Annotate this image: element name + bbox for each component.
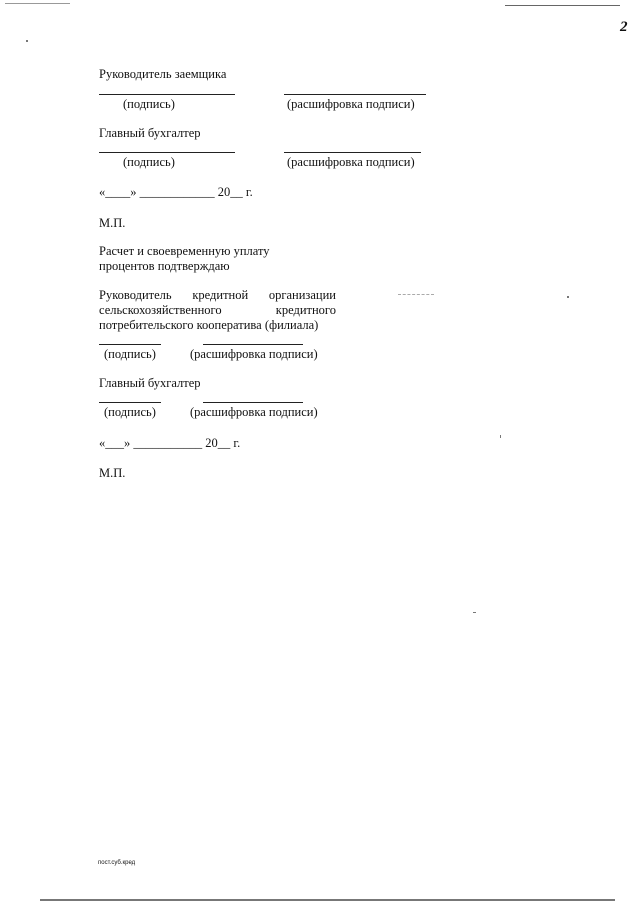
org-decode-caption: (расшифровка подписи) (190, 347, 318, 361)
borrower-date-line: «____» ____________ 20__ г. (99, 185, 253, 199)
footer-file-note: пост.суб.кред (98, 860, 136, 866)
borrower-head-label: Руководитель заемщика (99, 67, 227, 81)
scan-artifact-top-right (505, 5, 620, 6)
borrower-accountant-signature-caption: (подпись) (123, 155, 175, 169)
borrower-signature-caption: (подпись) (123, 97, 175, 111)
borrower-accountant-decode-line (284, 152, 421, 153)
scan-artifact-bottom (40, 899, 615, 901)
borrower-stamp-mark: М.П. (99, 216, 126, 230)
scan-artifact-top-left (5, 3, 70, 4)
borrower-decode-caption: (расшифровка подписи) (287, 97, 415, 111)
scan-speck (567, 296, 569, 298)
org-decode-line (203, 344, 303, 345)
scan-speck (473, 612, 476, 613)
scan-artifact-right-dashes (398, 294, 434, 295)
org-date-line: «___» ___________ 20__ г. (99, 436, 241, 450)
borrower-signature-line (99, 94, 235, 95)
page-number: 2 (620, 19, 628, 35)
org-accountant-signature-line (99, 402, 161, 403)
org-signature-caption: (подпись) (104, 347, 156, 361)
borrower-accountant-label: Главный бухгалтер (99, 126, 201, 140)
org-stamp-mark: М.П. (99, 466, 126, 480)
org-accountant-decode-caption: (расшифровка подписи) (190, 405, 318, 419)
org-accountant-decode-line (203, 402, 303, 403)
confirmation-line-1: Расчет и своевременную уплату (99, 244, 270, 258)
scan-speck (26, 40, 28, 42)
org-head-line-1: Руководитель кредитной организации (99, 288, 336, 302)
org-accountant-signature-caption: (подпись) (104, 405, 156, 419)
org-head-line-3: потребительского кооператива (филиала) (99, 318, 319, 332)
org-head-line-2: сельскохозяйственного кредитного (99, 303, 336, 317)
confirmation-line-2: процентов подтверждаю (99, 259, 230, 273)
org-accountant-label: Главный бухгалтер (99, 376, 201, 390)
org-signature-line (99, 344, 161, 345)
borrower-accountant-signature-line (99, 152, 235, 153)
borrower-decode-line (284, 94, 426, 95)
scan-speck (500, 435, 501, 438)
borrower-accountant-decode-caption: (расшифровка подписи) (287, 155, 415, 169)
